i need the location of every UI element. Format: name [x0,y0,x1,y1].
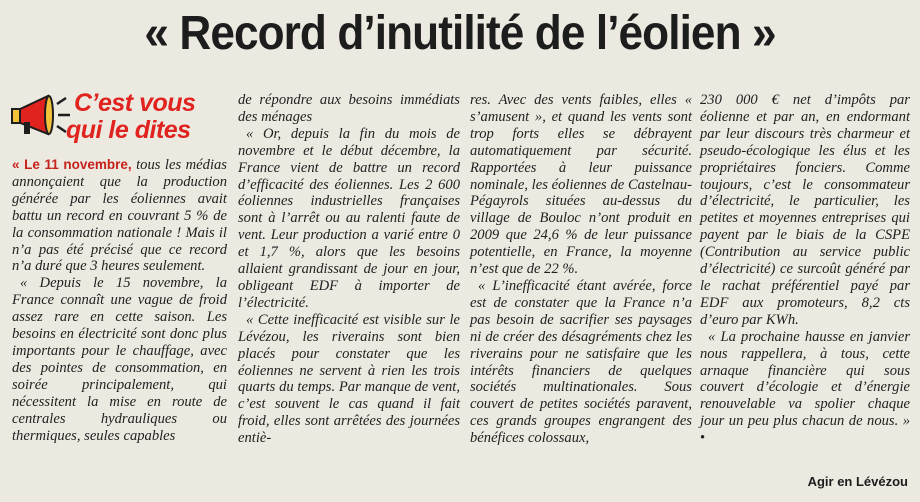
paragraph: res. Avec des vents faibles, elles « s’amusent », et quand les vents sont trop forts elles se débrayent automatiquement par sécurité. Rapportées à leur puissance nominale, les éoliennes de Castelnau-Pégayrols situées au-dessus du village de Bouloc n’ont produit en 2009 que 24,6 % de leur puissance potentielle, en France, la moyenne n’est que de 22 %. [470,92,692,278]
lead-in: « Le 11 novembre, [12,157,132,172]
headline: « Record d’inutilité de l’éolien » [144,7,776,60]
column-2 [238,92,460,447]
rubric-badge [10,90,228,152]
end-bullet: • [700,430,706,447]
paragraph: « La prochaine hausse en janvier nous rappellera, à tous, cette arnaque financière qui sous couvert d’écologie et d’énergie renouvelable va spolier chaque jour un peu plus chacun de nous. » [700,328,910,430]
rubric-line-2: qui le dites [66,116,191,144]
paragraph: de répondre aux besoins immédiats des ménages [238,92,460,125]
column-3 [470,92,692,447]
signature: Agir en Lévézou [807,474,908,489]
paragraph: tous les médias annonçaient que la production générée par les éoliennes avait battu un record en couvrant 5 % de la consommation nationale ! Mais il n’a pas été précisé que ce record n’a duré que 3 heures seulement. [12,157,227,275]
megaphone-icon [10,92,72,142]
rubric-line-1: C’est vous [74,89,196,117]
paragraph: « Cette inefficacité est visible sur le Lévézou, les riverains sont bien placés pour constater que les éoliennes ne servent à rien les trois quarts du temps. Par manque de vent, c’est souvent le cas quand il fait froid, elles sont arrêtées des journées entiè- [238,311,460,447]
column-1 [12,157,227,444]
column-4 [700,92,910,447]
paragraph: 230 000 € net d’impôts par éolienne et par an, en endormant par leur discours très charmeur et pseudo-écologique les élus et les propriétaires fonciers. Comme toujours, c’est le consommateur d’électricité, le particulier, les petites et moyennes entreprises qui payent par le biais de la CSPE (Contribution au service public d’électricité) ce surcoût généré par le rachat préférentiel payé par EDF aux promoteurs, 8,2 cts d’euro par KWh. [700,92,910,328]
rubric-title [66,89,196,144]
paragraph: « Or, depuis la fin du mois de novembre et le début décembre, la France vient de battre un record d’efficacité des éoliennes. Les 2 600 éoliennes industrielles françaises sont à l’arrêt ou au ralenti faute de vent. Leur production a varié entre 0 et 1,7 %, alors que les besoins allaient grandissant de jour en jour, obligeant EDF à importer de l’électricité. [238,125,460,311]
paragraph: « L’inefficacité étant avérée, force est de constater que la France n’a pas besoin de sacrifier ses paysages ni de créer des désagréments chez les riverains pour ne satisfaire que les intérêts financiers de quelques sociétés multinationales. Sous couvert de petites sociétés paravent, ces grands groupes engrangent des bénéfices colossaux, [470,277,692,447]
paragraph: « Depuis le 15 novembre, la France connaît une vague de froid assez rare en cette saison. Les besoins en électricité sont donc plus importants pour le chauffage, avec des pointes de consommation, en soirée principalement, qui nécessitent la mise en route de centrales hydrauliques ou thermiques, seules capables [12,275,227,444]
